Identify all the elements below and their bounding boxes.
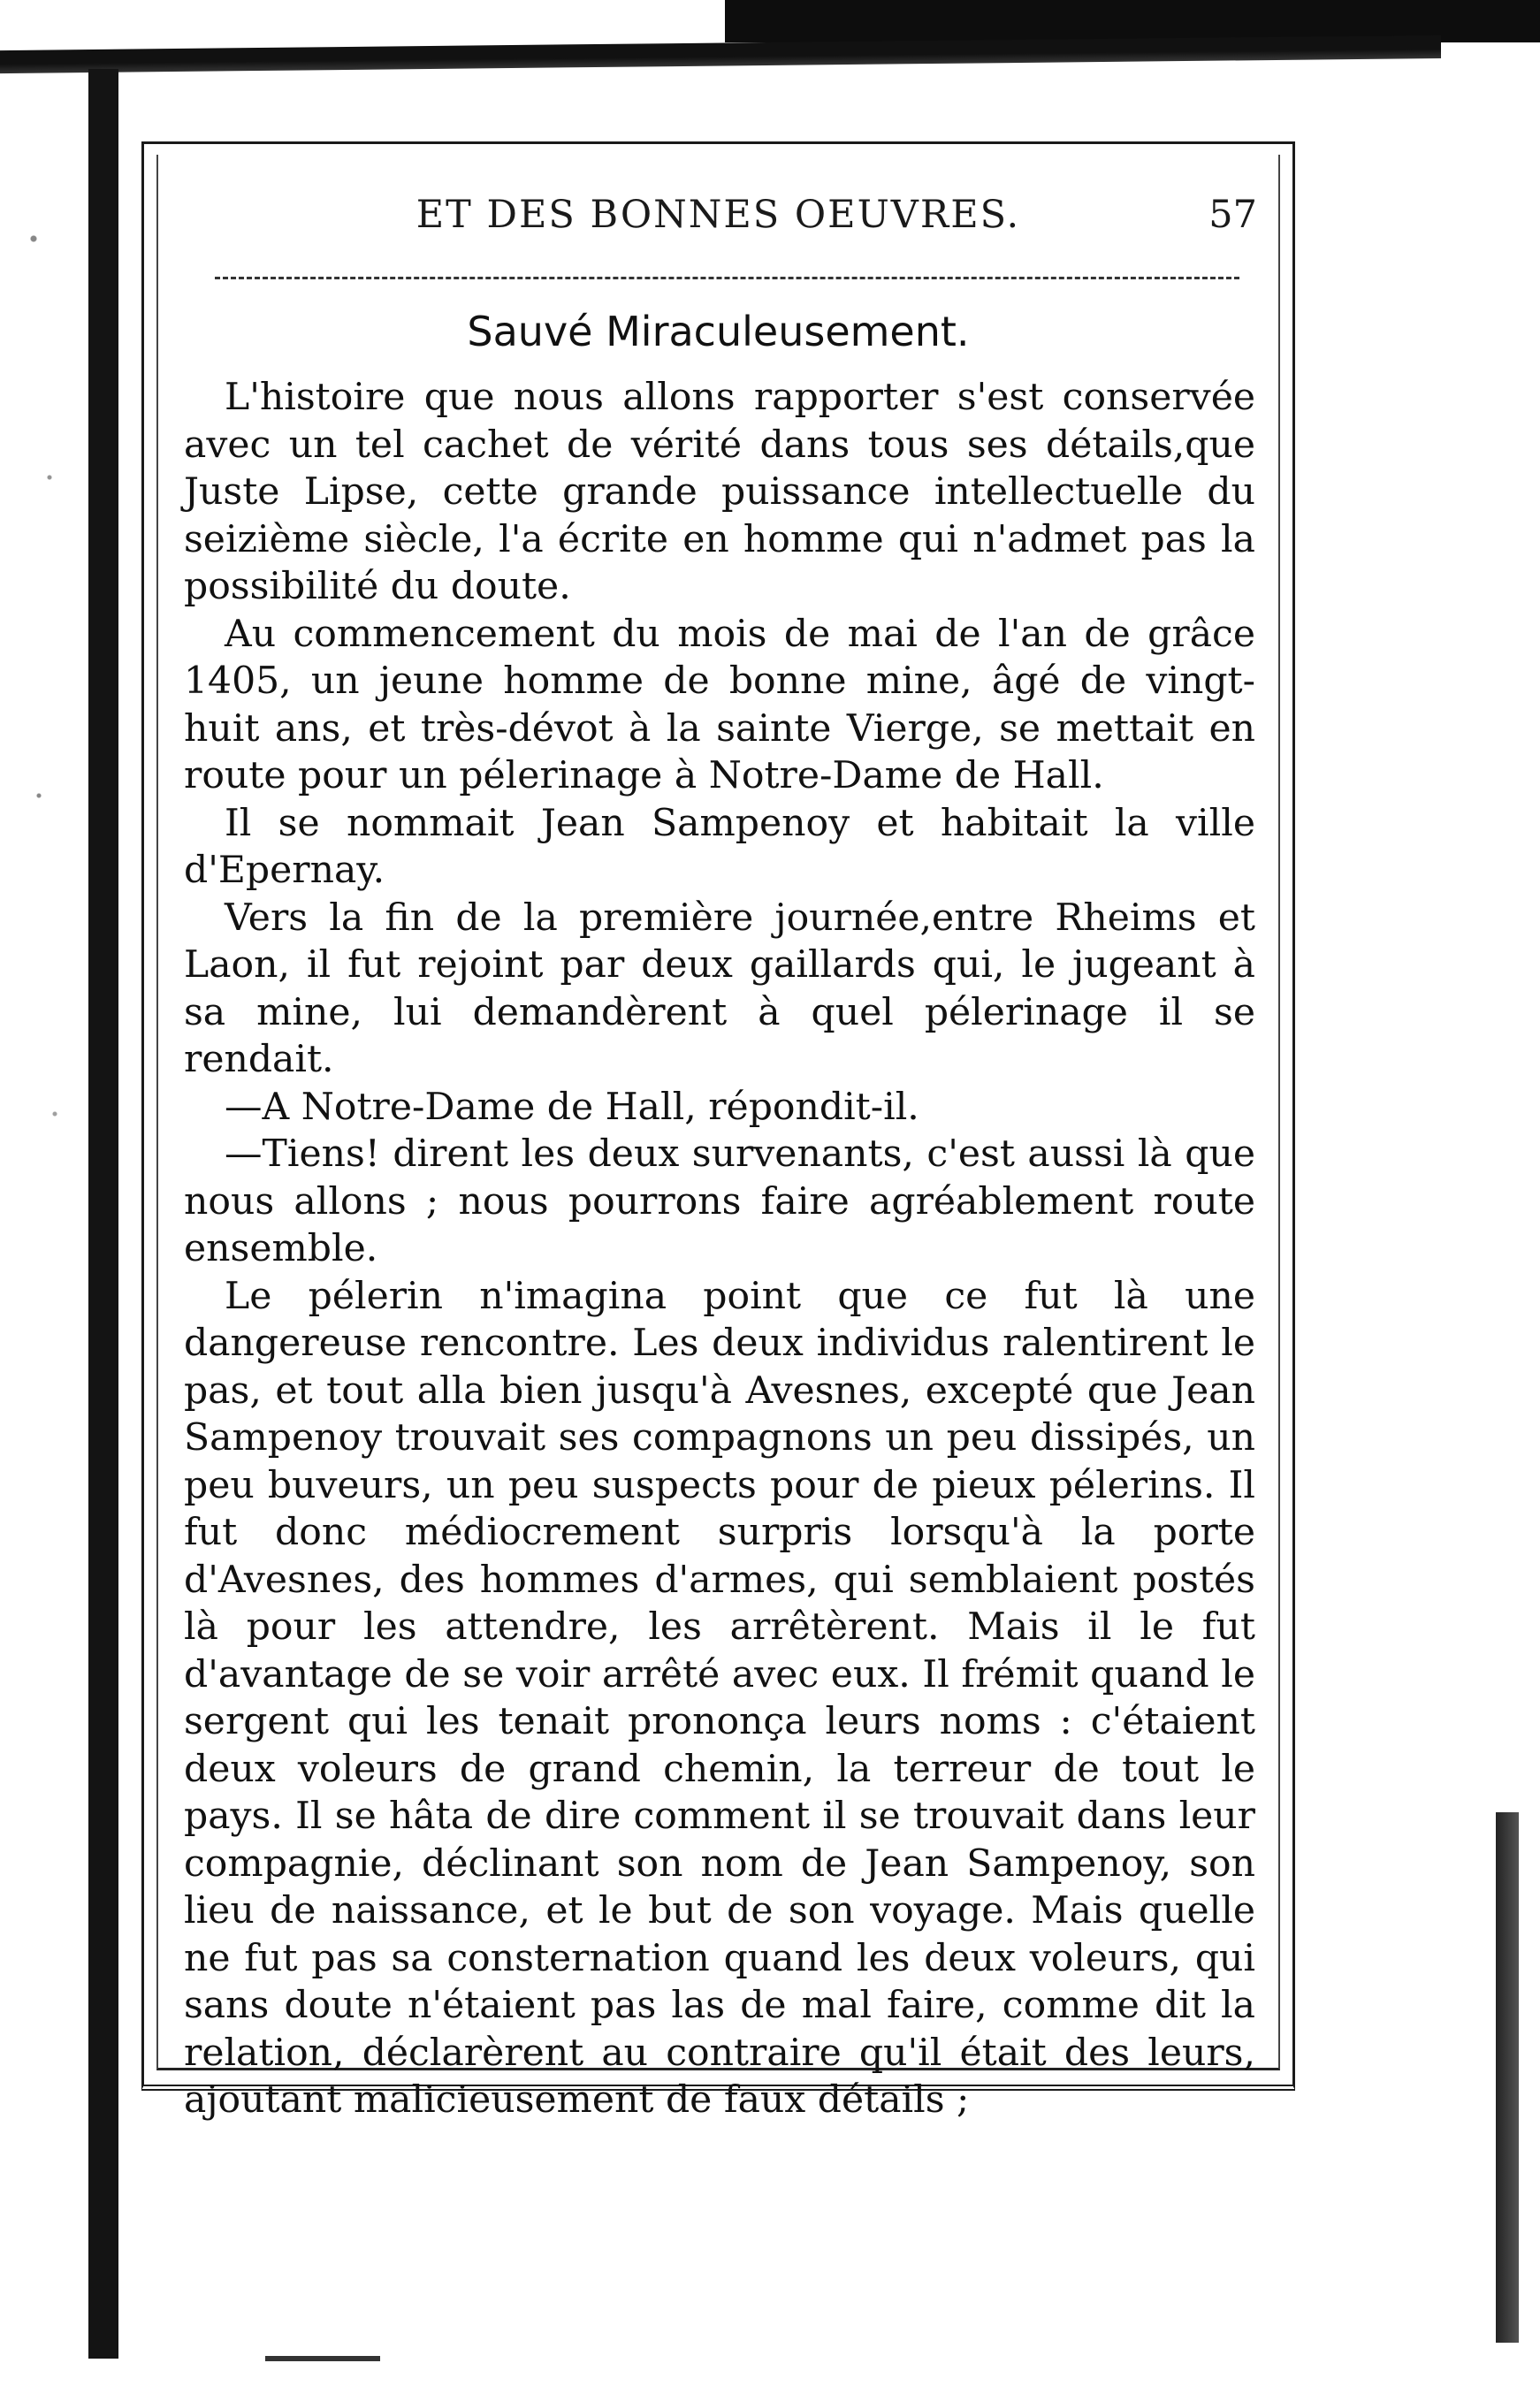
scan-scrap	[265, 2356, 380, 2361]
page-number: 57	[1208, 193, 1257, 237]
paragraph: Le pélerin n'imagina point que ce fut là une dangereuse rencontre. Les deux individus ralentirent le pas, et tout alla bien jusqu'à Avesnes, excepté que Jean Sampenoy trouvait ses compagnons un peu dissipés, un peu buveurs, un peu suspects pour de pieux pélerins. Il fut donc médiocrement surpris lorsqu'à la porte d'Avesnes, des hommes d'armes, qui semblaient postés là pour les attendre, les arrêtèrent. Mais il le fut d'avantage de se voir arrêté avec eux. Il frémit quand le sergent qui les tenait prononça leurs noms : c'étaient deux voleurs de grand chemin, la terreur de tout le pays. Il se hâta de dire comment il se trouvait dans leur compagnie, déclinant son nom de Jean Sampenoy, son lieu de naissance, et le but de son voyage. Mais quelle ne fut pas sa consternation quand les deux voleurs, qui sans doute n'étaient pas las de mal faire, comme dit la relation, déclarèrent au contraire qu'il était des leurs, ajoutant malicieusement de faux détails ;	[184, 1274, 1255, 2122]
article-title: Sauvé Miraculeusement.	[467, 308, 970, 355]
paragraph: —A Notre-Dame de Hall, répondit-il.	[225, 1085, 919, 1129]
page-frame	[141, 141, 1295, 2122]
article-body	[184, 374, 1255, 2124]
scan-speckle	[18, 80, 71, 1671]
running-title: ET DES BONNES OEUVRES.	[415, 193, 1021, 237]
scan-edge-rule	[0, 35, 1441, 73]
paragraph: Au commencement du mois de mai de l'an de grâce 1405, un jeune homme de bonne mine, âgé de vingt-huit ans, et très-dévot à la sainte Vierge, se mettait en route pour un pélerinage à Notre-Dame de Hall.	[184, 612, 1255, 797]
paragraph: —Tiens! dirent les deux survenants, c'est aussi là que nous allons ; nous pourrons faire agréablement route ensemble.	[184, 1132, 1255, 1270]
scan-edge-right	[1496, 1812, 1519, 2343]
paragraph: L'histoire que nous allons rapporter s'est conservée avec un tel cachet de vérité dans tous ses détails,que Juste Lipse, cette grande puissance intellectuelle du seizième siècle, l'a écrite en homme qui n'admet pas la possibilité du doute.	[184, 376, 1255, 608]
head-rule	[215, 277, 1239, 279]
paragraph: Vers la fin de la première journée,entre Rheims et Laon, il fut rejoint par deux gaillards qui, le jugeant à sa mine, lui demandèrent à quel pélerinage il se rendait.	[184, 896, 1255, 1081]
running-head	[144, 193, 1292, 246]
paragraph: Il se nommait Jean Sampenoy et habitait la ville d'Epernay.	[184, 801, 1255, 892]
scan-edge-left	[88, 69, 118, 2359]
